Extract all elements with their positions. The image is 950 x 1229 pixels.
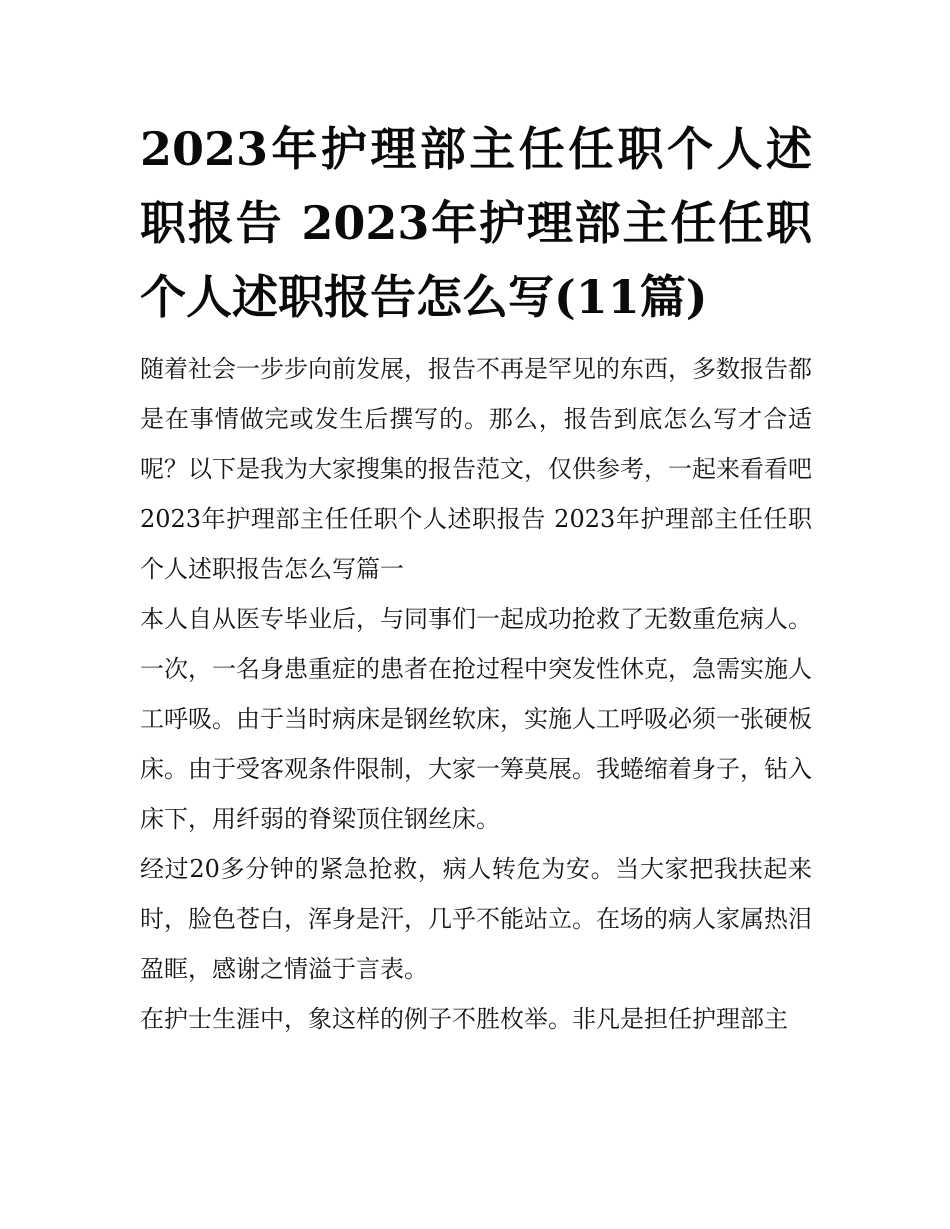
body-paragraph-1: 本人自从医专毕业后，与同事们一起成功抢救了无数重危病人。一次，一名身患重症的患者在抢过程中突发性休克，急需实施人工呼吸。由于当时病床是钢丝软床，实施人工呼吸必须一张硬板床。由于受客观条件限制，大家一筹莫展。我蜷缩着身子，钻入床下，用纤弱的脊梁顶住钢丝床。 — [140, 605, 812, 833]
document-content — [140, 112, 812, 1044]
document-title: 2023年护理部主任任职个人述职报告 2023年护理部主任任职个人述职报告怎么写(11篇) — [140, 122, 812, 324]
body-paragraph-2: 经过20多分钟的紧急抢救，病人转危为安。当大家把我扶起来时，脸色苍白，浑身是汗，几乎不能站立。在场的病人家属热泪盈眶，感谢之情溢于言表。 — [140, 855, 812, 983]
body-paragraph-3: 在护士生涯中，象这样的例子不胜枚举。非凡是担任护理部主 — [140, 1005, 788, 1033]
section-heading: 2023年护理部主任任职个人述职报告 2023年护理部主任任职个人述职报告怎么写篇一 — [140, 505, 812, 583]
intro-paragraph: 随着社会一步步向前发展，报告不再是罕见的东西，多数报告都是在事情做完或发生后撰写的。那么，报告到底怎么写才合适呢？以下是我为大家搜集的报告范文，仅供参考，一起来看看吧 — [140, 355, 812, 483]
